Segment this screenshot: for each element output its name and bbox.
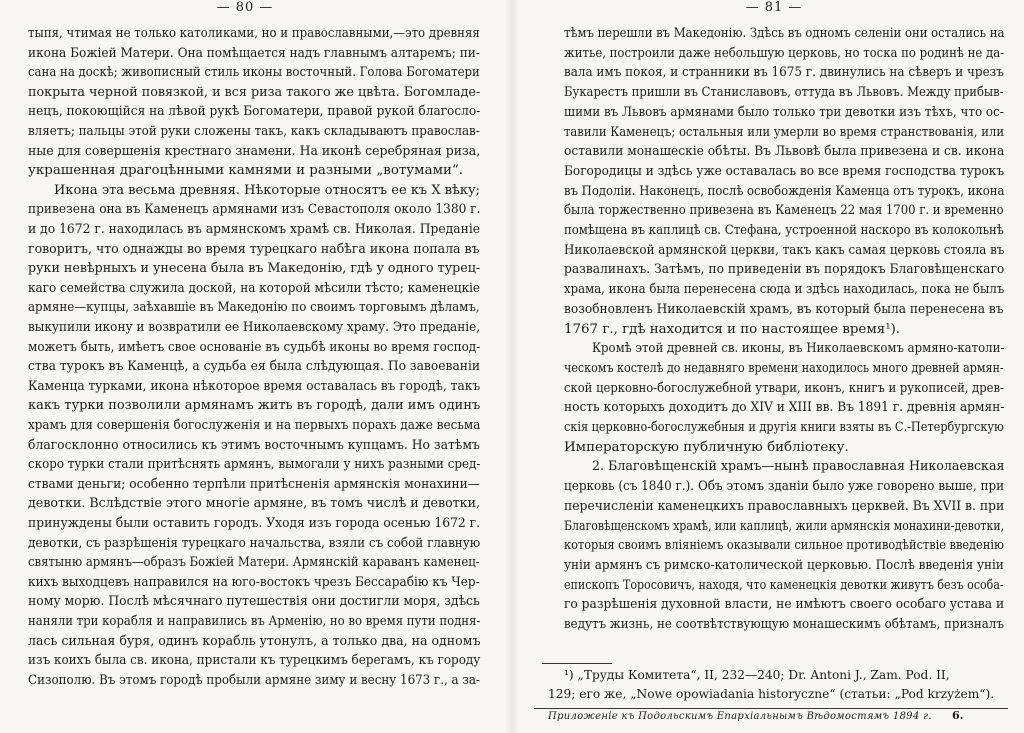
footer-journal-title: Приложеніе къ Подольскимъ Епархіальнымъ Вѣдомостямъ 1894 г. [548, 711, 932, 722]
right-text-line: 2. Благовѣщенскій храмъ—нынѣ православная Николаевская [592, 459, 1005, 475]
left-text-line: кихъ выходцевъ направился на юго-востокъ чрезъ Бессарабію къ Чер- [28, 574, 480, 590]
left-text-line: сана на доскѣ; живописный стиль иконы восточный. Голова Богоматери [28, 65, 480, 81]
left-text-line: изъ коихъ была св. икона, пристали къ турецкимъ берегамъ, къ городу [28, 653, 481, 669]
right-text-line: ческомъ костелѣ до недавняго времени находилось много древней армян- [564, 360, 1004, 376]
right-text-line: ведутъ жизнь, не соотвѣтствующую монашескимъ обѣтамъ, призналъ [564, 617, 1004, 632]
left-text-line: тыпя, чтимая не только католиками, но и православными,—это древняя [28, 26, 480, 41]
left-text-line: ства турокъ въ Каменцѣ, а судьба ея была слѣдующая. По завоеваніи [28, 359, 481, 375]
footer-rule [534, 708, 1008, 709]
right-text-line: уніи армянъ съ римско-католической церковью. Послѣ введенія уніи [564, 557, 1004, 573]
right-text-line: тавили Каменецъ; остальныя или умерли во время странствованія, или [564, 124, 1005, 140]
right-text-line: шими въ Львовъ армянами было только три девотки изъ тѣхъ, что ос- [564, 104, 1004, 120]
right-text-line: ность которыхъ доходитъ до XIV и XIII вв. Въ 1891 г. древнія армян- [564, 400, 1005, 416]
left-text-line: лась сильная буря, одинъ корабль утонулъ, а только два, на одномъ [28, 633, 481, 649]
right-text-line: Николаевской армянской церкви, такъ какъ самая церковь стояла въ [564, 242, 1005, 258]
right-text-line: житье, построили даже небольшую церковь, но тоска по родинѣ не да- [564, 45, 1005, 61]
right-text-line: оставили монашескіе обѣты. Въ Львовѣ была привезена и св. икона [564, 144, 1005, 160]
right-text-line: Кромѣ этой древней св. иконы, въ Николаевскомъ армяно-католи- [592, 341, 1005, 357]
left-text-line: святыню армянъ—образъ Божіей Матери. Армянскій караванъ каменец- [28, 555, 480, 571]
right-text-line: развалинахъ. Затѣмъ, по приведеніи въ порядокъ Благовѣщенскаго [564, 262, 1005, 278]
right-text-line: въ Подоліи. Наконецъ, послѣ освобожденія Каменца отъ турокъ, икона [564, 183, 1005, 199]
left-text-line: Сизополю. Въ этомъ городѣ пробыли армяне зиму и весну 1673 г., а за- [28, 672, 480, 688]
left-text-line: и до 1672 г. находилась въ армянскомъ храмѣ св. Николая. Преданіе [28, 222, 481, 237]
footnote-line: 129; его же, „Nowe opowiadania historyczne“ (статьи: „Pod krzyżem“). [548, 687, 995, 701]
left-text-line: вляетъ; пальцы этой руки сложены такъ, какъ складываютъ православ- [28, 124, 480, 139]
left-text-line: принуждены были оставить городъ. Уходя изъ города осенью 1672 г. [28, 516, 480, 531]
right-text-line: которыя своимъ вліяніемъ оказывали сильное противодѣйствіе введенію [564, 538, 1004, 554]
footnote-divider [542, 663, 612, 664]
right-text-line: Богородицы и здѣсь уже оставалась во все время господства турокъ [564, 163, 1005, 179]
left-text-line: девотки. Вслѣдствіе этого многіе армяне, въ томъ числѣ и девотки, [28, 496, 481, 512]
footer-signature: 6. [952, 709, 964, 722]
left-text-line: скоро турки стали притѣснять армянъ, вымогали у нихъ разными сред- [28, 457, 481, 473]
right-text-line: скія церковно-богослужебныя и другія книги взяты въ С.-Петербургскую [564, 420, 1004, 435]
right-text-line: Букарестъ пришли въ Станиславовъ, оттуда въ Львовъ. Между прибыв- [564, 85, 1004, 101]
right-text-line: Благовѣщенскомъ храмѣ, или каплицѣ, жили армянскія монахини-девотки, [564, 518, 1005, 534]
right-text-line: ской церковно-богослужебной утвари, иконъ, книгъ и рукописей, древ- [564, 380, 1004, 396]
right-page [534, 0, 1014, 733]
right-text-line: была торжественно привезена въ Каменецъ 22 мая 1700 г. и временно [564, 203, 1004, 219]
left-text-line: ные для совершенія крестнаго знамени. На иконѣ серебряная риза, [28, 143, 481, 159]
right-text-line: 1767 г., гдѣ находится и по настоящее время¹). [564, 321, 901, 337]
footnote-line: ¹) „Труды Комитета“, II, 232—240; Dr. Antoni J., Zam. Pod. II, [564, 668, 950, 682]
right-text-line: тѣмъ перешли въ Македонію. Здѣсь въ одномъ селеніи они остались на [564, 26, 1005, 41]
left-text-line: ствами деньги; особенно терпѣли притѣсненія армянскія монахини— [28, 476, 480, 492]
left-text-line: привезена она въ Каменецъ армянами изъ Севастополя около 1380 г. [28, 202, 481, 218]
left-text-line: каго семейства служила доской, на которой мѣсили тѣсто; каменецкіе [28, 280, 481, 296]
left-text-line: Икона эта весьма древняя. Нѣкоторые относятъ ее къ X вѣку; [54, 182, 481, 198]
right-text-line: го разрѣшенія духовной власти, не имѣютъ своего особаго устава и [564, 597, 1005, 613]
left-text-line: армяне—купцы, заѣхавшіе въ Македонію по своимъ торговымъ дѣламъ, [28, 300, 480, 316]
left-text-line: украшенная драгоцѣнными камнями и разными „вотумами“. [28, 163, 464, 179]
book-gutter [505, 0, 519, 733]
left-text-line: девотки, съ разрѣшенія турецкаго начальства, взяли съ собой главную [28, 535, 481, 551]
right-text-line: епископъ Торосовичъ, находя, что каменецкія девотки живутъ безъ особа- [564, 577, 1004, 593]
left-text-line: наняли три корабля и направились въ Арменію, но во время пути подня- [28, 614, 481, 629]
left-page-number: — 80 — [216, 0, 274, 15]
right-text-line: храма, икона была перенесена сюда и здѣсь находилась, пока не былъ [564, 282, 1005, 298]
left-text-line: можетъ быть, имѣетъ свое основаніе въ судьбѣ иконы во время господ- [28, 339, 481, 355]
left-text-line: какъ турки позволили армянамъ жить въ городѣ, дали имъ одинъ [28, 398, 481, 414]
left-text-line: Каменца турками, икона нѣкоторое время оставалась въ городѣ, такъ [28, 378, 481, 394]
left-text-line: покрыта черной повязкой, и вся риза такого же цвѣта. Богомладе- [28, 84, 481, 100]
right-page-number: — 81 — [745, 0, 803, 15]
left-text-line: ному морю. Послѣ мѣсячнаго путешествія они достигли моря, здѣсь [28, 594, 480, 610]
right-text-line: вала имъ покоя, и странники въ 1675 г. двинулись на сѣверъ и чрезъ [564, 65, 1004, 81]
left-text-line: руки невѣрныхъ и унесена была въ Македонію, гдѣ у одного турец- [28, 261, 481, 277]
left-text-line: выкупили икону и возвратили ее Николаевскому храму. Это преданіе, [28, 320, 481, 335]
left-page [0, 0, 490, 733]
left-text-line: икона Божіей Матери. Она помѣщается надъ главнымъ алтаремъ; пи- [28, 45, 480, 61]
right-text-line: помѣщена въ каплицѣ св. Стефана, устроенной наскоро въ колокольнѣ [564, 223, 1004, 238]
right-text-line: возобновленъ Николаевскій храмъ, въ который была перенесена въ [564, 301, 1004, 317]
left-text-line: благосклонно относились къ этимъ восточнымъ купцамъ. Но затѣмъ [28, 437, 480, 453]
right-text-line: перечисленіи каменецкихъ православныхъ церквей. Въ XVII в. при [564, 498, 1005, 514]
right-text-line: Императорскую публичную библіотеку. [564, 439, 849, 455]
left-text-line: нецъ, покоющійся на лѣвой рукѣ Богоматери, правой рукой благосло- [28, 104, 481, 120]
right-text-line: церковь (съ 1840 г.). Объ этомъ зданіи было уже говорено выше, при [564, 479, 1005, 495]
left-text-line: говоритъ, что однажды во время турецкаго набѣга икона попала въ [28, 241, 480, 257]
left-text-line: храмъ для совершенія богослуженія и на первыхъ порахъ даже весьма [28, 418, 481, 433]
